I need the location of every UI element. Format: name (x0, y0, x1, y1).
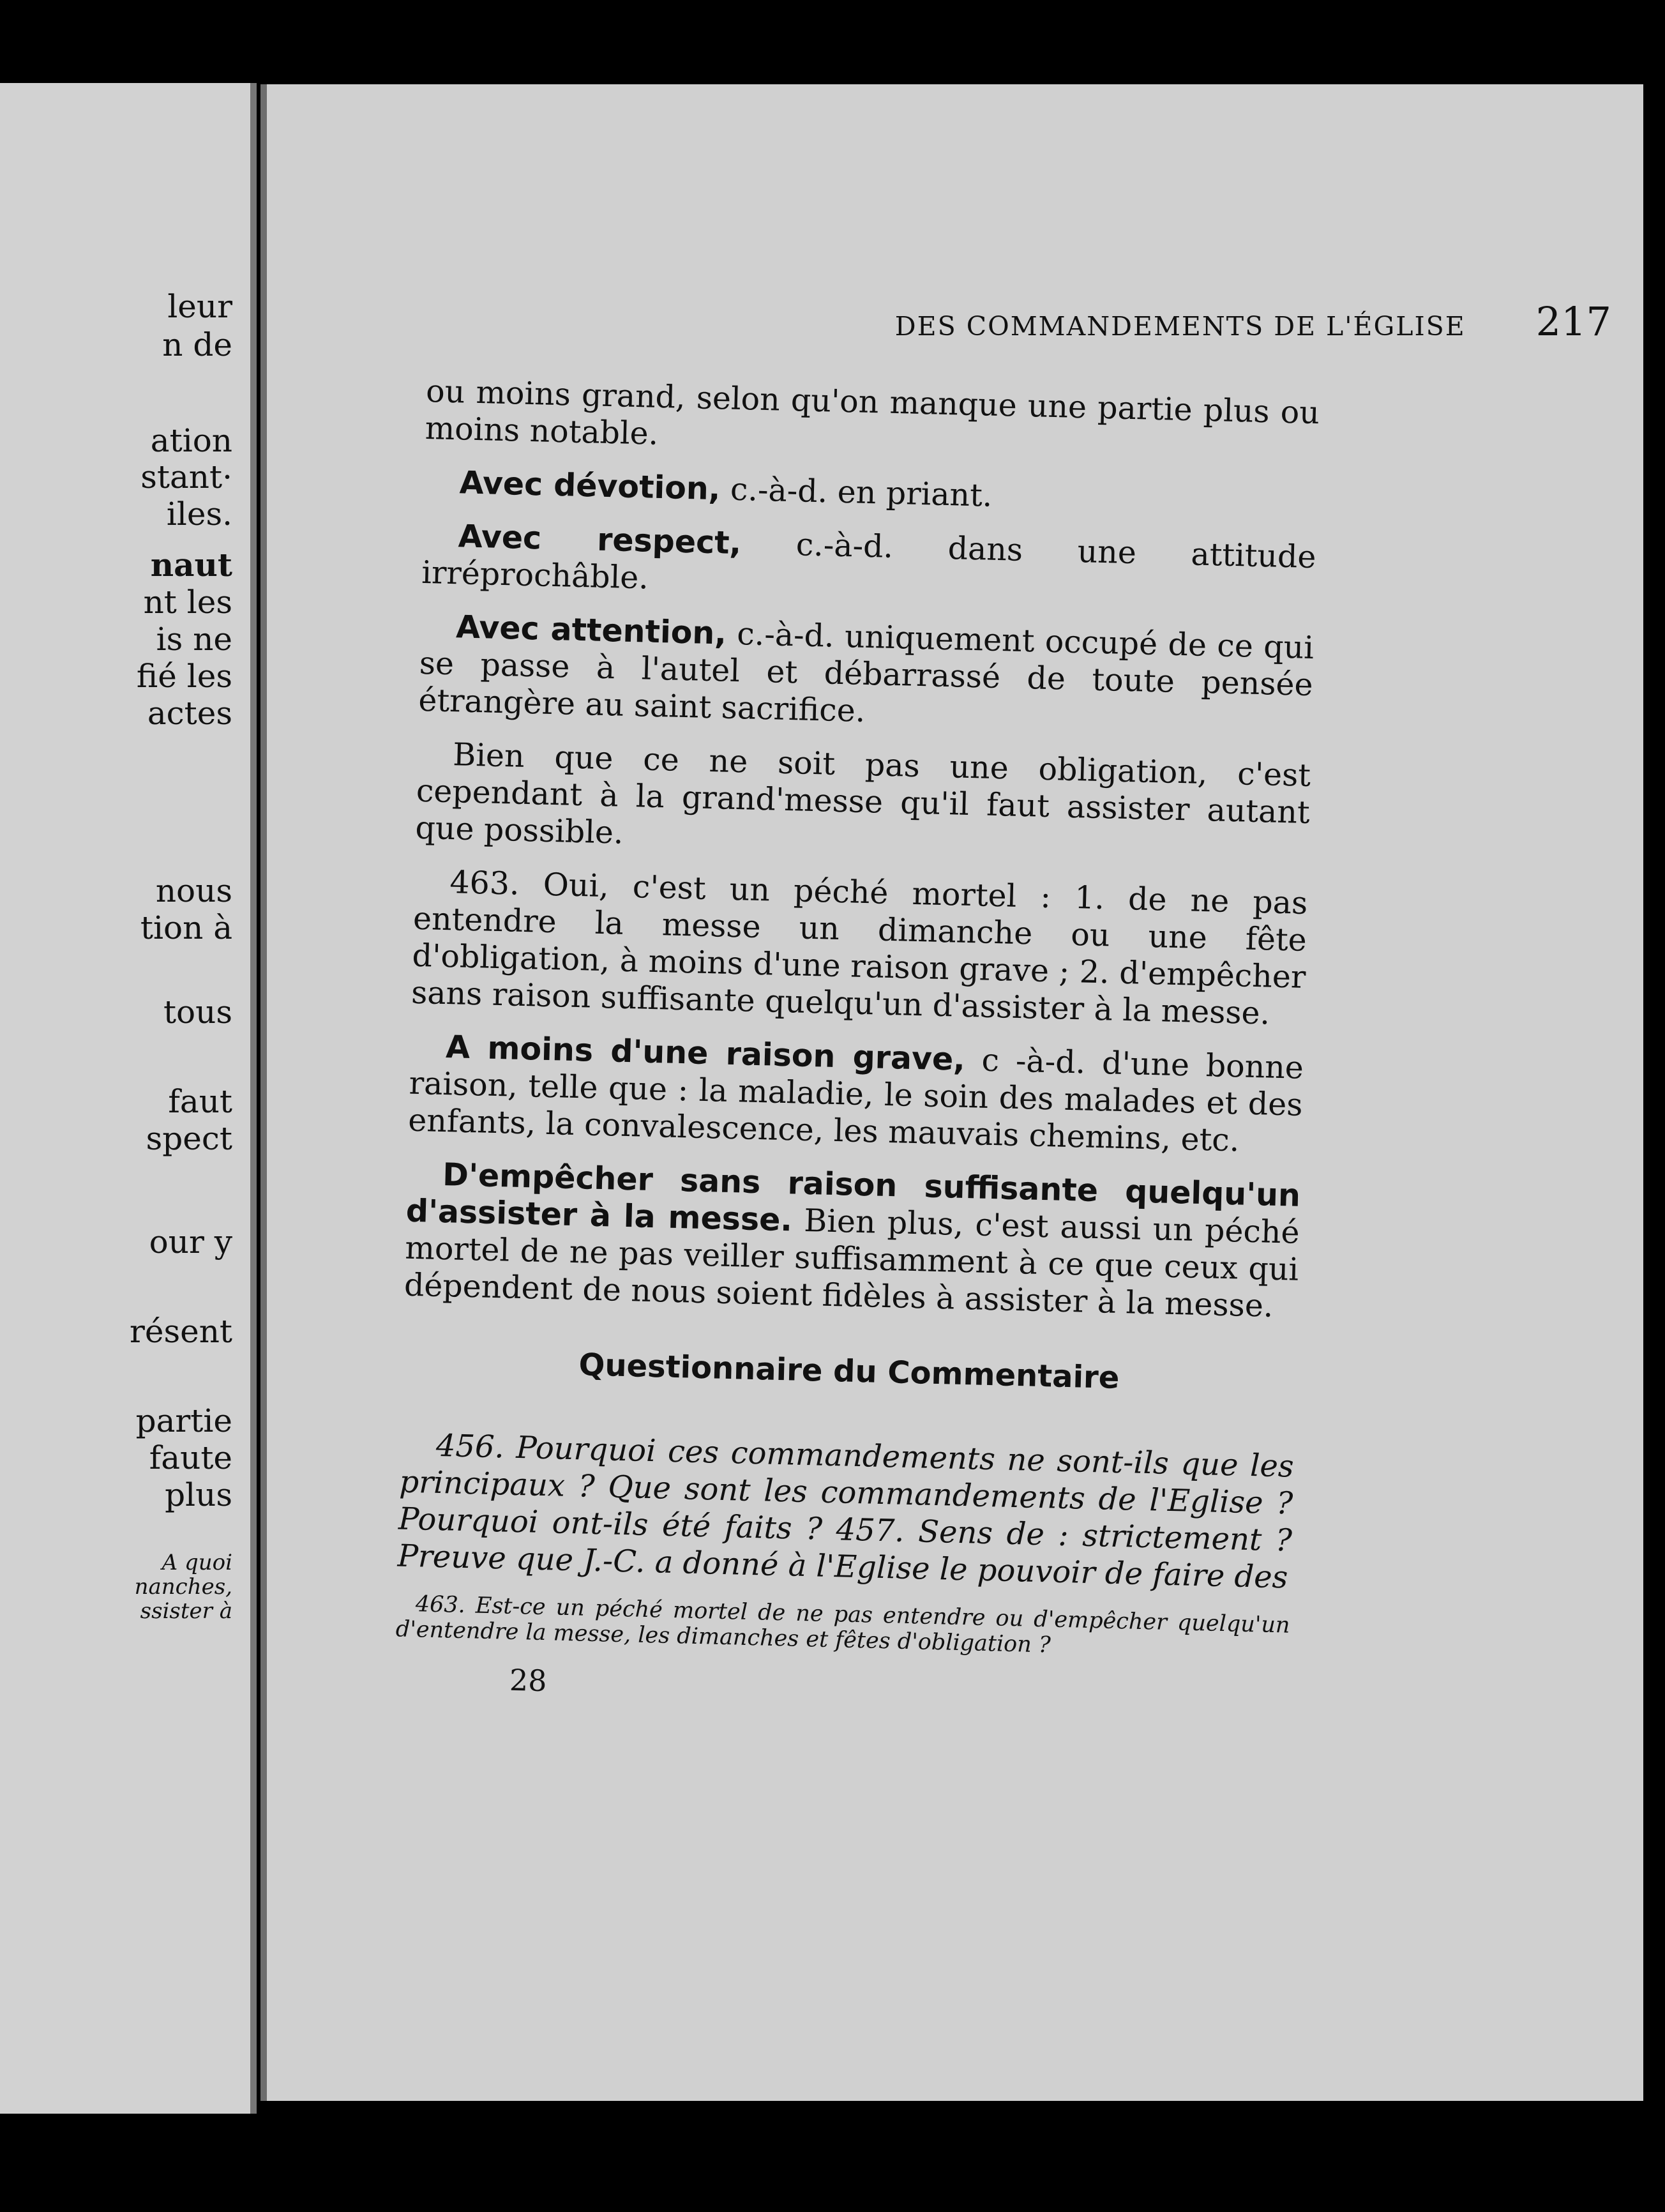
paragraph (421, 517, 1316, 613)
left-page-text-fragment: actes (147, 695, 232, 732)
bold-term: Avec respect, (458, 518, 742, 562)
main-text (394, 373, 1320, 1718)
paragraph-text: Bien plus, c'est aussi un péché mortel de ne pas veiller suffisamment à ce que ceux qui dépendent de nous soient fidèles à assister à la messe. (403, 1202, 1300, 1324)
left-page-text-fragment: partie (135, 1402, 232, 1439)
paragraph-text: c.-à-d. uniquement occupé de ce qui se passe à l'autel et débarrassé de toute pensée étrangère au saint sacrifice. (418, 615, 1315, 729)
footnote: 463. Est-ce un péché mortel de ne pas entendre ou d'empêcher quelqu'un d'entendre la messe, les dimanches et fêtes d'obligation ? (395, 1591, 1290, 1658)
bold-term: Avec dévotion, (459, 464, 721, 508)
paragraph: 463. Oui, c'est un péché mortel : 1. de ne pas entendre la messe un dimanche ou une fête d'obligation, à moins d'une raison grave ; 2. d'empêcher sans raison suffisante quelqu'un d'assister à la messe. (411, 864, 1308, 1032)
page-number: 217 (1535, 298, 1611, 345)
left-page-text-fragment: nt les (143, 584, 232, 621)
running-title: DES COMMANDEMENTS DE L'ÉGLISE (894, 311, 1466, 342)
left-page-text-fragment: faut (168, 1083, 232, 1120)
left-page-text-fragment: spect (146, 1120, 232, 1157)
signature-mark: 28 (509, 1662, 548, 1699)
paragraph: ou moins grand, selon qu'on manque une partie plus ou moins notable. (425, 373, 1320, 452)
book-page (260, 84, 1643, 2101)
paragraph (418, 608, 1315, 741)
left-page-text-fragment: faute (149, 1439, 232, 1476)
left-page-text-fragment: tion à (140, 909, 232, 946)
questionnaire-text: 456. Pourquoi ces commandements ne sont-ils que les principaux ? Que sont les commandements de l'Eglise ? Pourquoi ont-ils été faits ? 457. Sens de : strictement ? Preuve que J.-C. a donné à l'Eglise le pouvoir de faire des (397, 1427, 1295, 1596)
paragraph (408, 1028, 1304, 1161)
left-page-text-fragment: résent (129, 1313, 232, 1350)
left-page-text-fragment: ation (150, 422, 232, 459)
paragraph-text: c -à-d. d'une bonne raison, telle que : la maladie, le soin des malades et des enfants, la convalescence, les mauvais chemins, etc. (407, 1041, 1304, 1159)
left-page-text-fragment: leur (167, 288, 232, 325)
bold-term: A moins d'une raison grave, (445, 1029, 966, 1078)
facing-page-left (0, 83, 257, 2114)
paragraph-text: c.-à-d. en priant. (719, 471, 993, 514)
left-page-text-fragment: plus (165, 1476, 232, 1513)
paragraph (403, 1156, 1300, 1326)
left-page-text-fragment: nanches, (134, 1574, 232, 1600)
left-page-text-fragment: iles. (166, 496, 232, 533)
left-page-text-fragment: nous (155, 872, 232, 909)
section-heading: Questionnaire du Commentaire (578, 1347, 1120, 1396)
left-page-text-fragment: our y (149, 1223, 232, 1261)
paragraph (423, 464, 1318, 522)
left-page-text-fragment: is ne (156, 621, 232, 658)
left-page-text-fragment: stant· (140, 458, 232, 496)
left-page-text-fragment: n de (162, 326, 232, 363)
left-page-text-fragment: tous (163, 994, 232, 1031)
left-page-text-fragment: naut (150, 546, 232, 584)
paragraph-text: c.-à-d. dans une attitude irréprochâble. (421, 525, 1317, 596)
bold-term: D'empêcher sans raison suffisante quelqu'un d'assister à la messe. (405, 1156, 1301, 1239)
bold-term: Avec attention, (455, 609, 727, 652)
left-page-text-fragment: A quoi (162, 1550, 232, 1575)
left-page-text-fragment: fié les (136, 658, 232, 695)
paragraph: Bien que ce ne soit pas une obligation, c'est cependant à la grand'messe qu'il faut assister autant que possible. (414, 736, 1311, 851)
running-header (585, 298, 1611, 345)
left-page-text-fragment: ssister à (140, 1598, 232, 1624)
